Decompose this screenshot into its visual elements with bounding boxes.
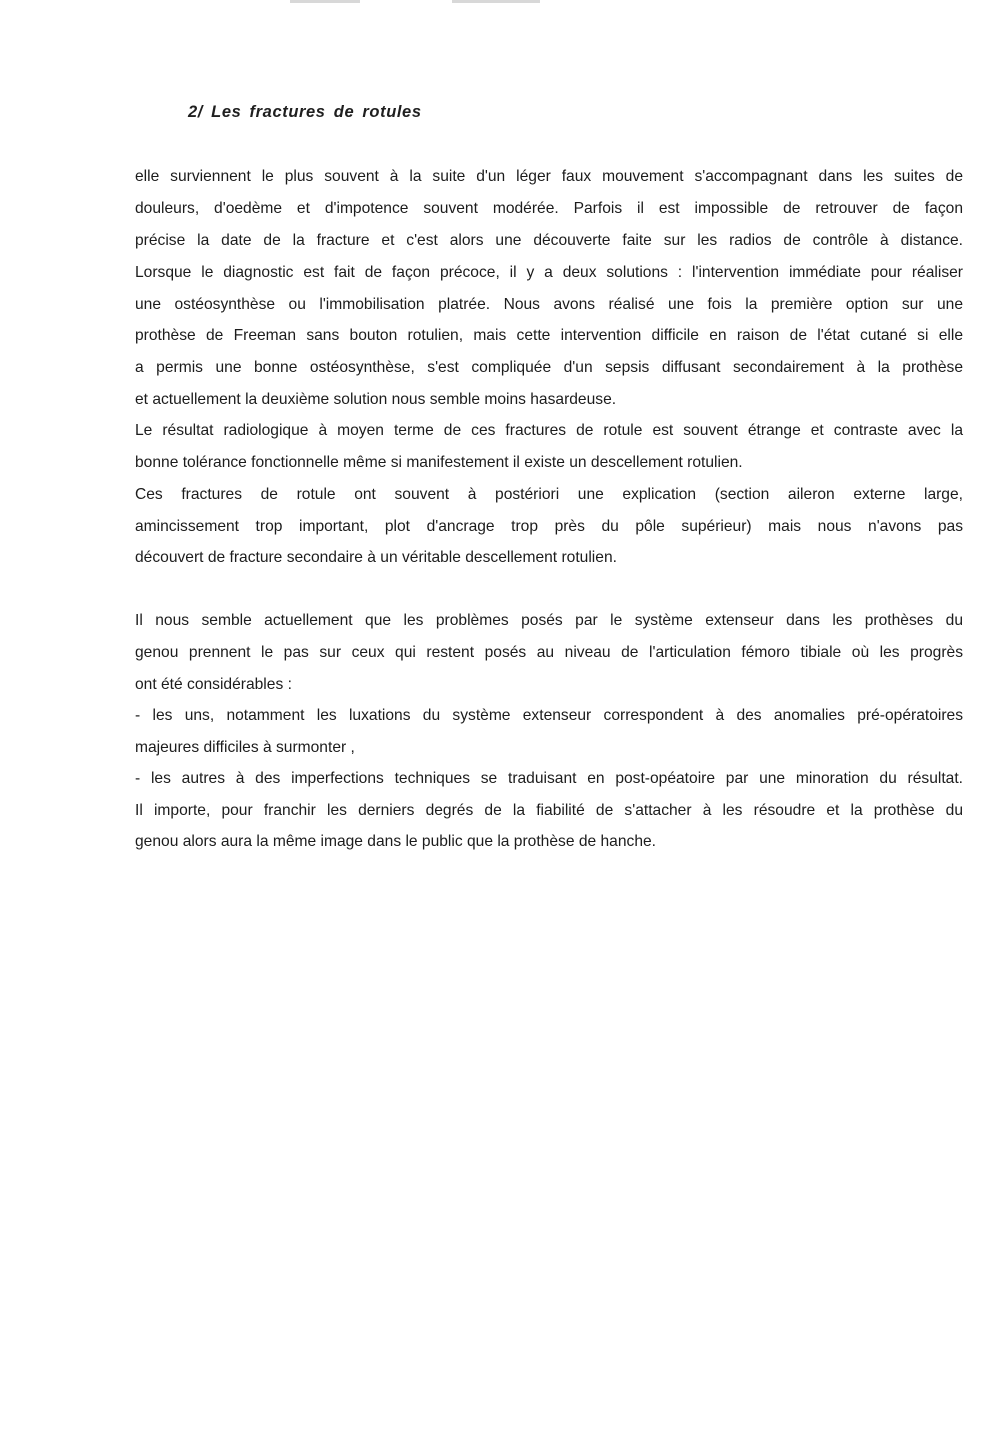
paragraph-line: genou prennent le pas sur ceux qui restent posés au niveau de l'articulation fémoro tibiale où les progrès [135,644,963,661]
scan-artifact [290,0,360,3]
scan-artifact [452,0,540,3]
paragraph-line: précise la date de la fracture et c'est alors une découverte faite sur les radios de contrôle à distance. [135,232,963,249]
paragraph-line: découvert de fracture secondaire à un véritable descellement rotulien. [135,549,617,566]
paragraph-line: une ostéosynthèse ou l'immobilisation platrée. Nous avons réalisé une fois la première option sur une [135,296,963,313]
paragraph-line: elle surviennent le plus souvent à la suite d'un léger faux mouvement s'accompagnant dans les suites de [135,168,963,185]
section-heading: 2/ Les fractures de rotules [188,103,422,121]
paragraph-line: bonne tolérance fonctionnelle même si manifestement il existe un descellement rotulien. [135,454,743,471]
paragraph-line: amincissement trop important, plot d'ancrage trop près du pôle supérieur) mais nous n'avons pas [135,518,963,535]
paragraph-line: - les autres à des imperfections techniques se traduisant en post-opéatoire par une minoration du résultat. [135,770,963,787]
paragraph-line: a permis une bonne ostéosynthèse, s'est compliquée d'un sepsis diffusant secondairement à la prothèse [135,359,963,376]
paragraph-line: Il importe, pour franchir les derniers degrés de la fiabilité de s'attacher à les résoudre et la prothèse du [135,802,963,819]
paragraph-line: Il nous semble actuellement que les problèmes posés par le système extenseur dans les prothèses du [135,612,963,629]
paragraph-line: Lorsque le diagnostic est fait de façon précoce, il y a deux solutions : l'intervention immédiate pour réaliser [135,264,963,281]
paragraph-line: - les uns, notamment les luxations du système extenseur correspondent à des anomalies pré-opératoires [135,707,963,724]
paragraph-line: Ces fractures de rotule ont souvent à postériori une explication (section aileron externe large, [135,486,963,503]
paragraph-line: prothèse de Freeman sans bouton rotulien, mais cette intervention difficile en raison de l'état cutané si elle [135,327,963,344]
paragraph-line: douleurs, d'oedème et d'impotence souvent modérée. Parfois il est impossible de retrouver de façon [135,200,963,217]
paragraph-line: genou alors aura la même image dans le public que la prothèse de hanche. [135,833,656,850]
paragraph-line: Le résultat radiologique à moyen terme de ces fractures de rotule est souvent étrange et contraste avec la [135,422,963,439]
paragraph-line: et actuellement la deuxième solution nous semble moins hasardeuse. [135,391,617,408]
paragraph-line: ont été considérables : [135,676,292,693]
paragraph-line: majeures difficiles à surmonter , [135,739,355,756]
